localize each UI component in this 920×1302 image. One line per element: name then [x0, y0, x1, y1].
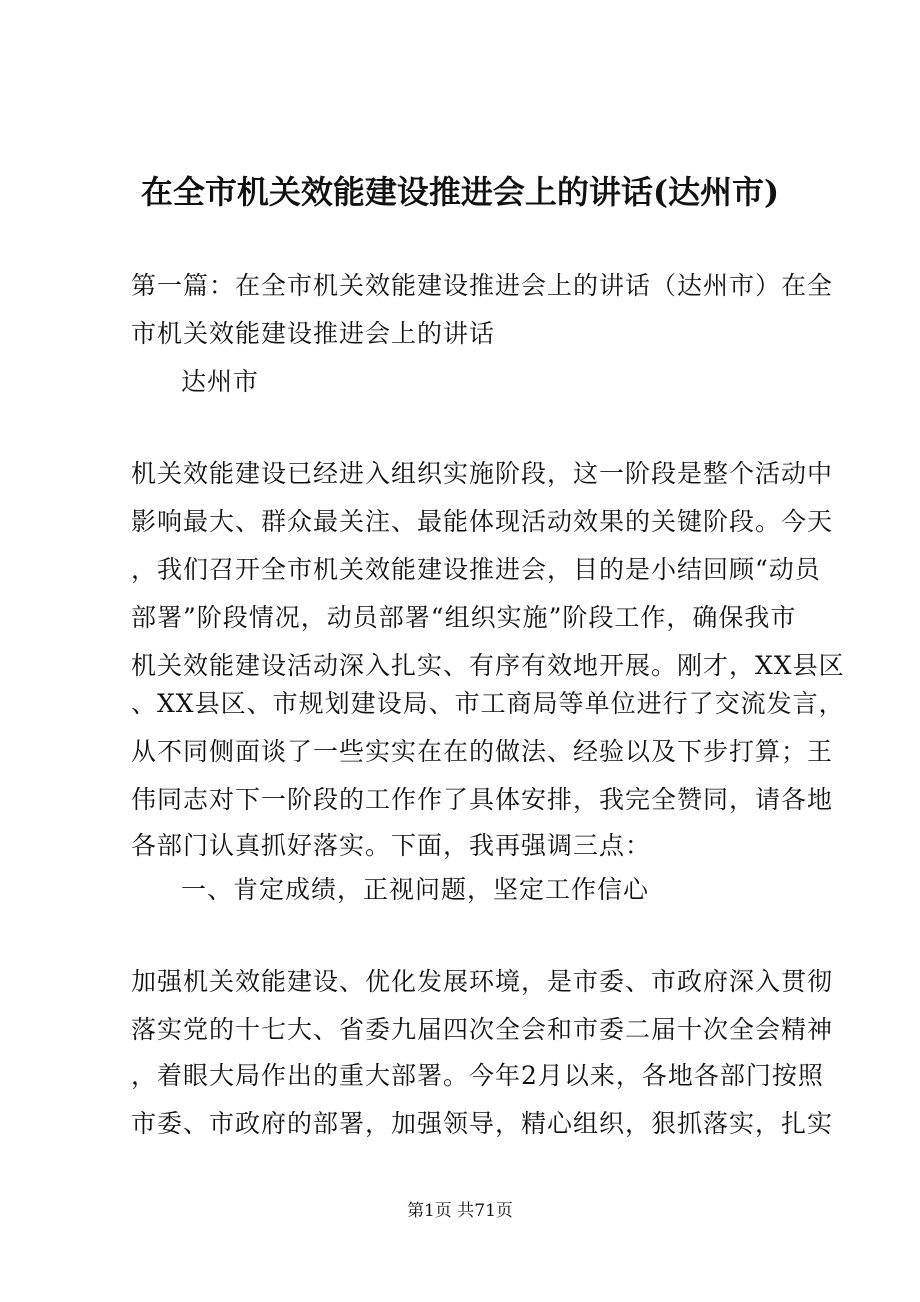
paragraph-line: 伟同志对下一阶段的工作作了具体安排，我完全赞同，请各地	[131, 785, 834, 814]
paragraph-line: ，着眼大局作出的重大部署。今年2月以来，各地各部门按照	[131, 1061, 824, 1090]
section-heading: 一、肯定成绩，正视问题，坚定工作信心	[181, 875, 650, 904]
paragraph-line: 部署”阶段情况，动员部署“组织实施”阶段工作，确保我市	[131, 603, 797, 632]
paragraph-line: ，我们召开全市机关效能建设推进会，目的是小结回顾“动员	[131, 555, 821, 584]
subtitle-line: 市机关效能建设推进会上的讲话	[131, 319, 496, 348]
document-title: 在全市机关效能建设推进会上的讲话(达州市)	[140, 173, 780, 211]
page-footer: 第1页 共71页	[407, 1201, 513, 1221]
paragraph-line: 影响最大、群众最关注、最能体现活动效果的关键阶段。今天	[131, 507, 834, 536]
city-line: 达州市	[181, 367, 260, 396]
subtitle-line: 第一篇：在全市机关效能建设推进会上的讲话（达州市）在全	[131, 271, 834, 300]
paragraph-line: 机关效能建设活动深入扎实、有序有效地开展。刚才，XX县区	[131, 651, 845, 680]
paragraph-line: 加强机关效能建设、优化发展环境，是市委、市政府深入贯彻	[131, 967, 834, 996]
paragraph-line: 机关效能建设已经进入组织实施阶段，这一阶段是整个活动中	[131, 459, 834, 488]
paragraph-line: 从不同侧面谈了一些实实在在的做法、经验以及下步打算；王	[131, 737, 834, 766]
paragraph-line: 、XX县区、市规划建设局、市工商局等单位进行了交流发言，	[131, 689, 845, 718]
paragraph-line: 各部门认真抓好落实。下面，我再强调三点：	[131, 831, 652, 860]
paragraph-line: 市委、市政府的部署，加强领导，精心组织，狠抓落实，扎实	[131, 1109, 834, 1138]
paragraph-line: 落实党的十七大、省委九届四次全会和市委二届十次全会精神	[131, 1015, 834, 1044]
